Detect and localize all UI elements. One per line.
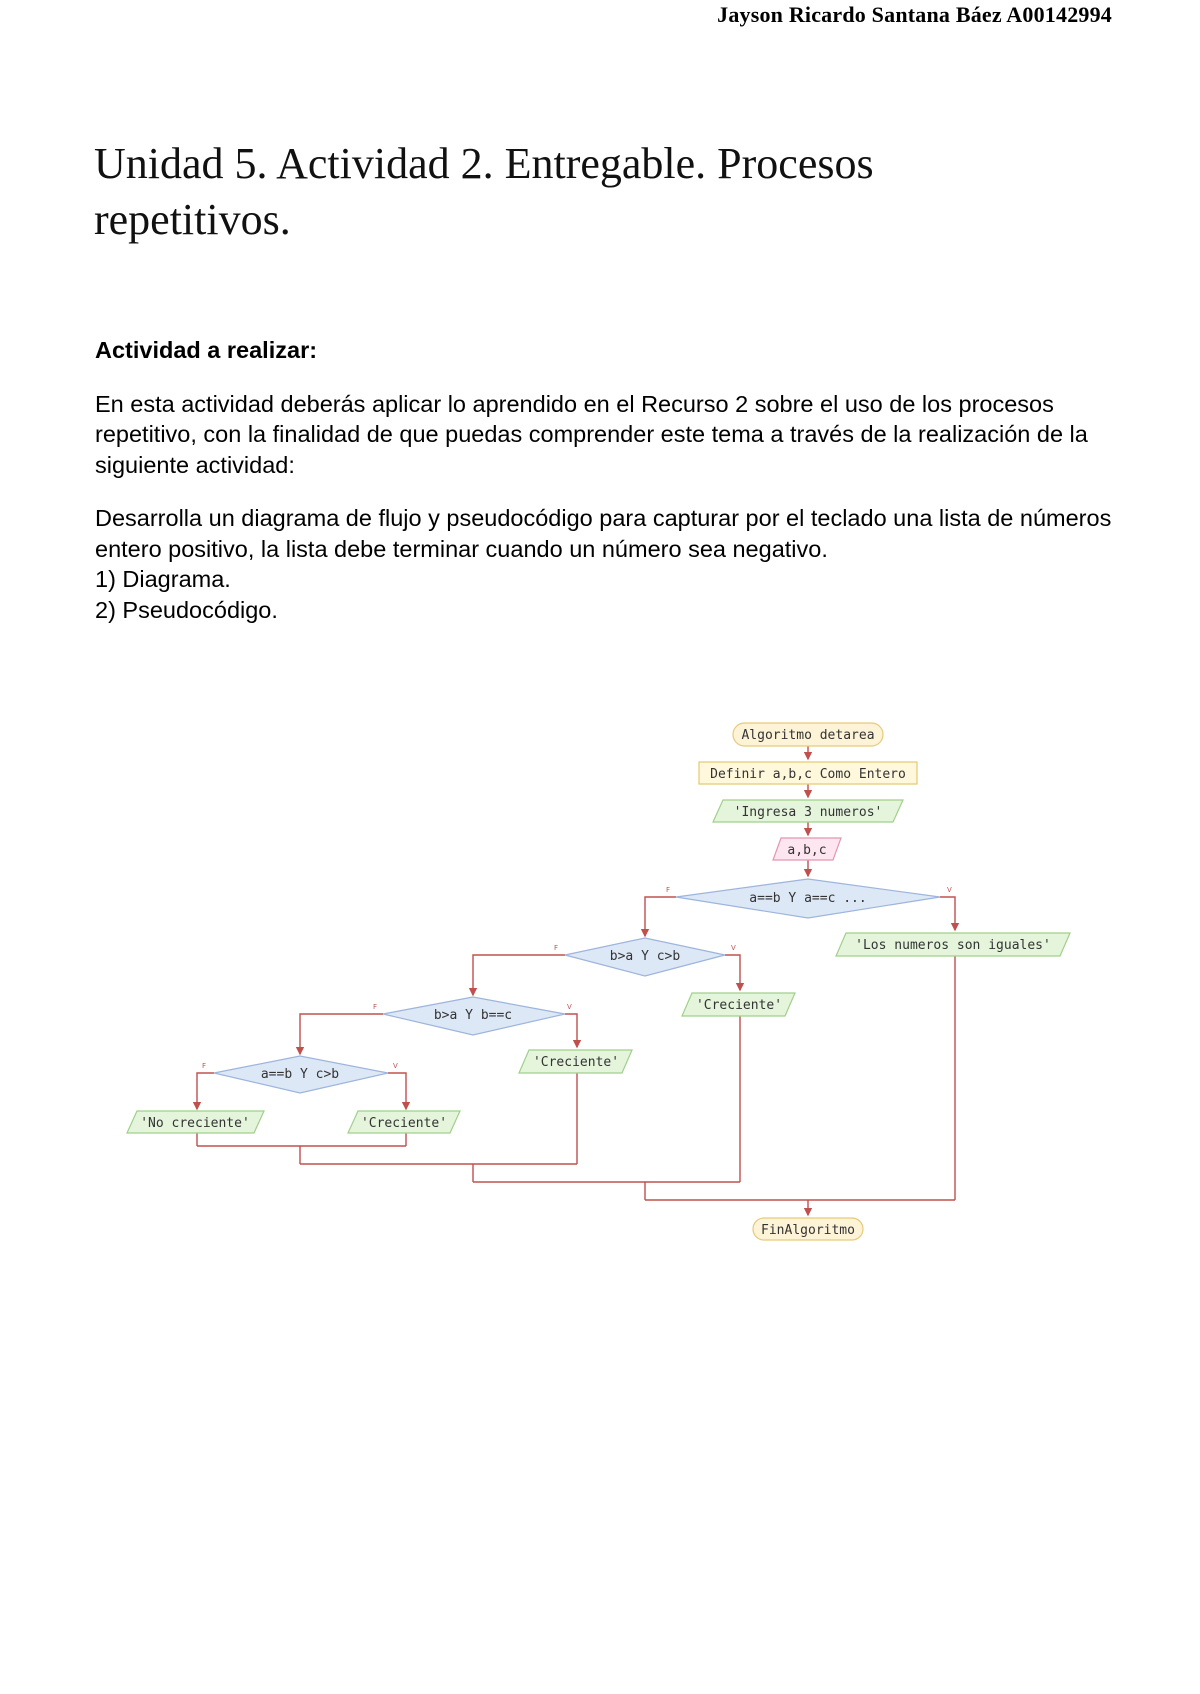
flowchart-decision-equal-ab xyxy=(214,1056,388,1093)
branch-label-false: F xyxy=(373,1003,378,1011)
output-increasing-1-label: 'Creciente' xyxy=(695,998,783,1013)
flowchart-decision-equal xyxy=(676,879,940,918)
flowchart-prompt-node xyxy=(713,800,903,822)
intro-paragraph: En esta actividad deberás aplicar lo aprendido en el Recurso 2 sobre el uso de los procesos repetitivo, con la finalidad de que puedas comprender este tema a través de la realización de la siguiente actividad: xyxy=(95,390,1088,478)
define-label: Definir a,b,c Como Entero xyxy=(710,767,906,782)
decision-equal-label: a==b Y a==c ... xyxy=(749,891,867,906)
prompt-label: 'Ingresa 3 numeros' xyxy=(733,805,883,820)
read-label: a,b,c xyxy=(787,843,827,858)
branch-label-false: F xyxy=(202,1062,207,1070)
output-increasing-2-label: 'Creciente' xyxy=(532,1055,620,1070)
document-title: Unidad 5. Actividad 2. Entregable. Procesos repetitivos. xyxy=(94,139,874,244)
flowchart-output-not-increasing xyxy=(127,1111,264,1133)
flowchart-define-node xyxy=(699,762,917,784)
flowchart-output-increasing-1 xyxy=(682,993,795,1016)
branch-label-false: F xyxy=(554,944,559,952)
decision-increasing-label: b>a Y c>b xyxy=(609,949,681,964)
flowchart-start-node xyxy=(733,723,883,746)
section-heading: Actividad a realizar: xyxy=(95,337,318,363)
decision-equal-bc-label: b>a Y b==c xyxy=(433,1008,513,1023)
end-label: FinAlgoritmo xyxy=(761,1223,855,1238)
flowchart-decision-increasing xyxy=(565,938,725,976)
output-equal-label: 'Los numeros son iguales' xyxy=(855,938,1051,953)
flowchart-output-equal xyxy=(836,933,1070,956)
flowchart-read-node xyxy=(773,838,841,860)
list-item-diagram: 1) Diagrama. xyxy=(95,566,231,592)
author-header: Jayson Ricardo Santana Báez A00142994 xyxy=(717,2,1112,27)
flowchart-output-increasing-3 xyxy=(348,1111,460,1133)
decision-equal-ab-label: a==b Y c>b xyxy=(260,1067,340,1082)
branch-label-true: V xyxy=(393,1062,398,1070)
output-increasing-3-label: 'Creciente' xyxy=(360,1116,448,1131)
branch-label-true: V xyxy=(731,944,736,952)
task-paragraph: Desarrolla un diagrama de flujo y pseudocódigo para capturar por el teclado una lista de números entero positivo, la lista debe terminar cuando un número sea negativo. xyxy=(95,505,1112,562)
branch-label-true: V xyxy=(567,1003,572,1011)
start-label: Algoritmo detarea xyxy=(741,728,875,743)
branch-label-false: F xyxy=(666,886,671,894)
flowchart-decision-equal-bc xyxy=(383,997,565,1035)
branch-label-true: V xyxy=(947,886,952,894)
flowchart-output-increasing-2 xyxy=(519,1050,632,1073)
flowchart-end-node xyxy=(753,1218,863,1240)
list-item-pseudocode: 2) Pseudocódigo. xyxy=(95,596,278,623)
output-not-increasing-label: 'No creciente' xyxy=(140,1116,250,1131)
